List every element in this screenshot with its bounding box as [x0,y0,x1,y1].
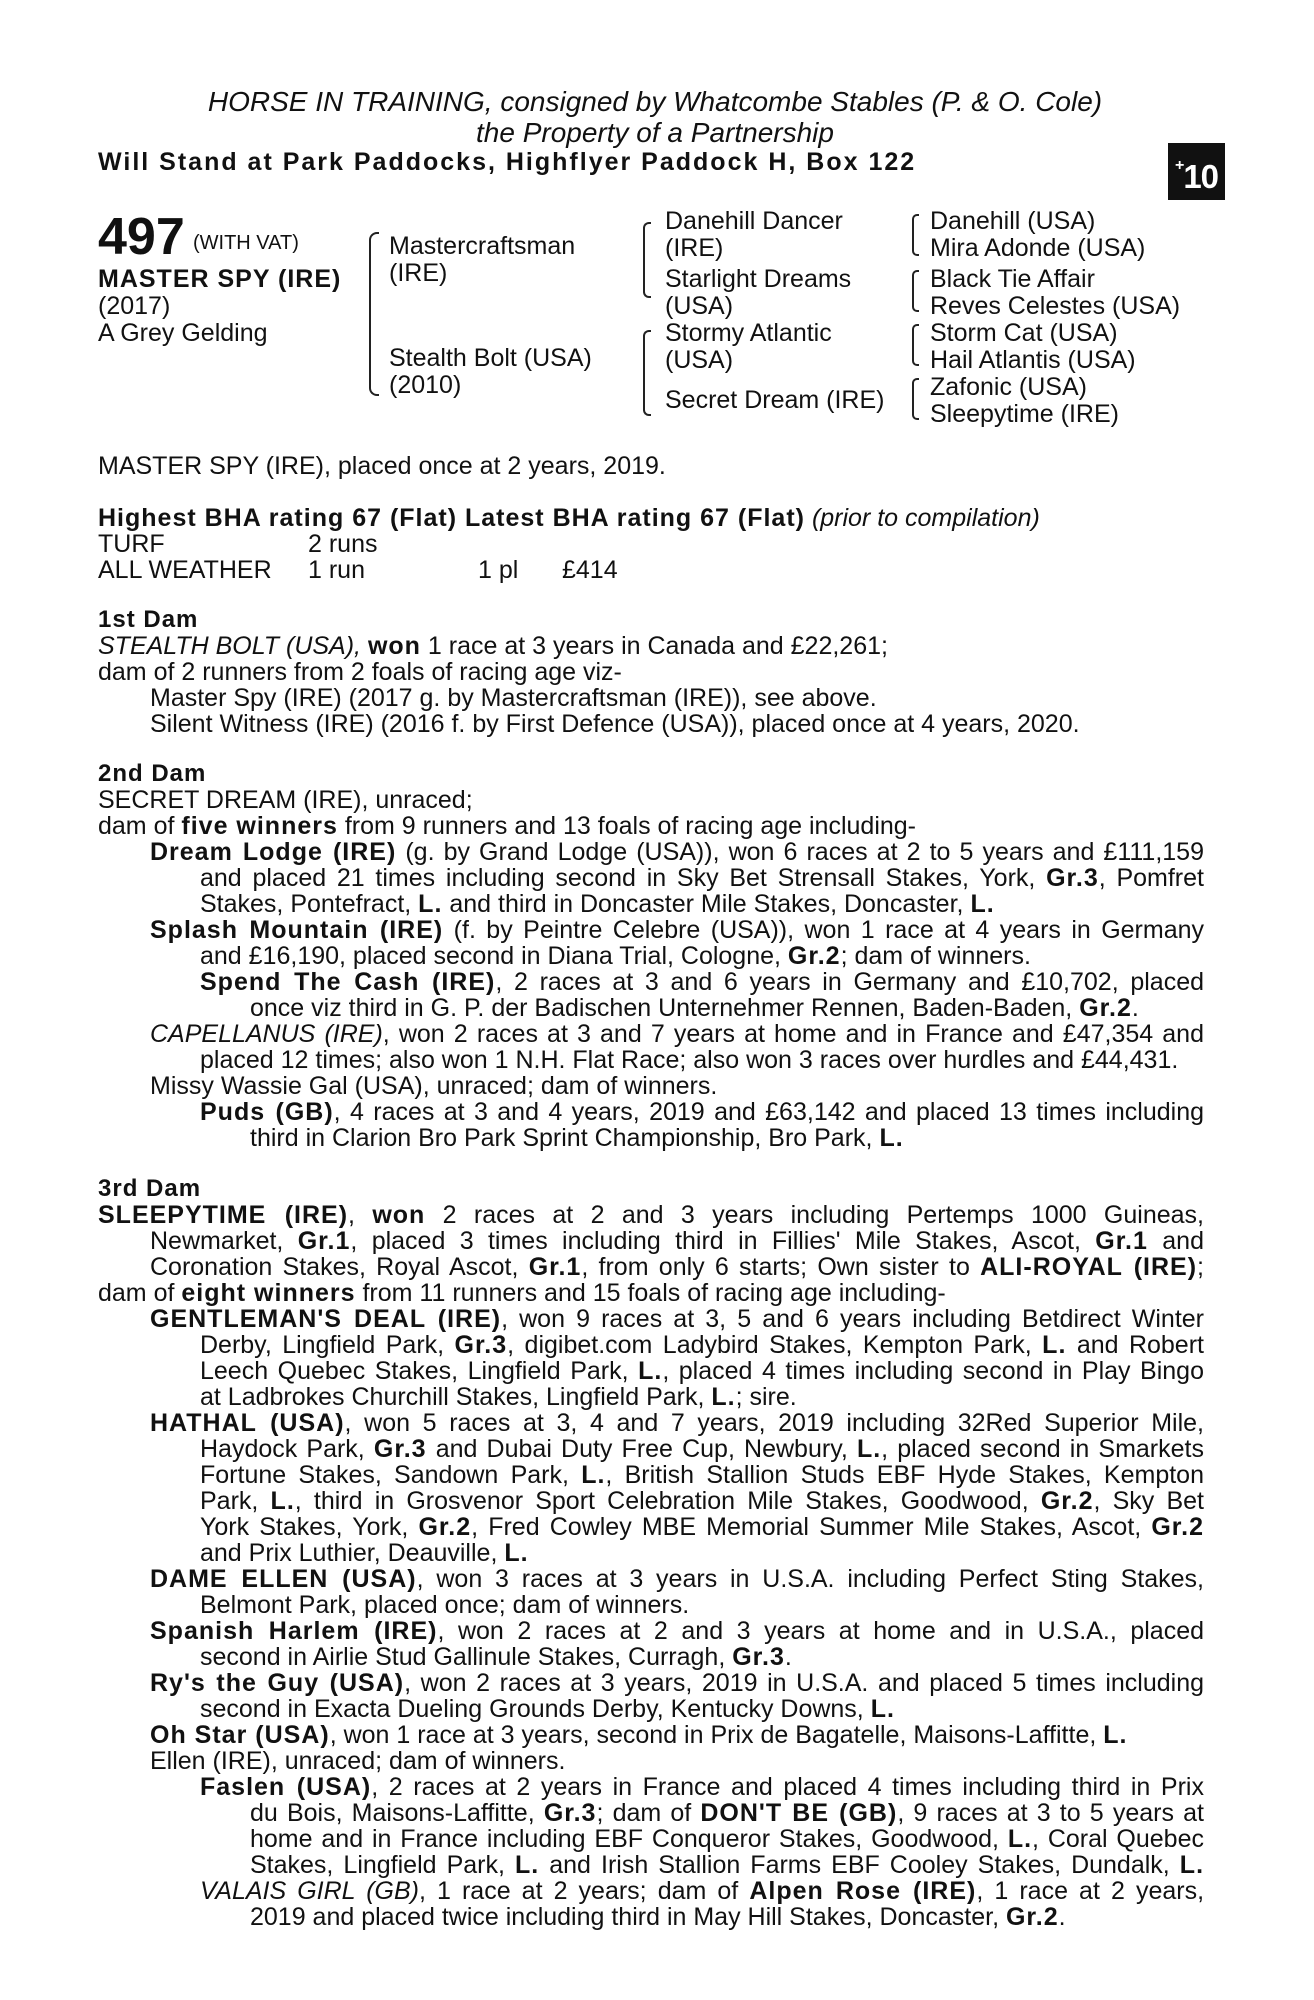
valais-girl-text-1a: , 1 race at 2 years; dam of [418,1877,739,1905]
grandparent-1: Danehill (USA) [930,207,1096,235]
aw-placed: 1 pl [478,556,519,584]
spend-the-cash-grade: Gr.2 [1079,994,1132,1022]
aw-label: ALL WEATHER [98,556,272,584]
puds-name: Puds (GB) [200,1098,334,1126]
gentlemans-deal-line-1 [150,1306,1204,1332]
faslen-listed-2: L. [514,1851,540,1879]
puds-text-1: , 4 races at 3 and 4 years, 2019 and £63,142 and placed 13 times including [333,1098,1204,1126]
splash-mountain-line-1 [150,917,1204,943]
dame-ellen-name: DAME ELLEN (USA) [150,1565,417,1593]
faslen-text-4a: Stakes, Lingfield Park, [250,1851,505,1879]
spend-the-cash-line-2 [250,995,1139,1021]
first-dam-line-4: Silent Witness (IRE) (2016 f. by First Defence (USA)), placed once at 4 years, 2020. [150,710,1080,738]
spanish-harlem-name: Spanish Harlem (IRE) [150,1617,438,1645]
turf-label: TURF [98,530,165,558]
sire-sire-country: (IRE) [665,234,724,262]
aw-prize: £414 [562,556,618,584]
gentlemans-deal-text-2a: Derby, Lingfield Park, [200,1331,445,1359]
capellanus-line-1 [150,1021,1204,1047]
capellanus-name: CAPELLANUS (IRE) [150,1020,383,1048]
spend-the-cash-line-1 [200,969,1204,995]
first-dam-heading: 1st Dam [98,606,199,633]
first-dam-won: won [367,632,421,660]
dream-lodge-text-2a: and placed 21 times including second in Sky Bet Strensall Stakes, York, [200,864,1036,892]
oh-star-text-1: , won 1 race at 3 years, second in Prix de Bagatelle, Maisons-Laffitte, [329,1721,1097,1749]
dream-lodge-text-2c: , Pomfret [1098,864,1204,892]
spanish-harlem-text-1: , won 2 races at 2 and 3 years at home and in U.S.A., placed [437,1617,1204,1645]
stand-location: Will Stand at Park Paddocks, Highflyer Paddock H, Box 122 [98,148,917,176]
valais-girl-line-1 [200,1878,1204,1904]
faslen-listed-1: L. [1007,1825,1033,1853]
hathal-text-2c: and Dubai Duty Free Cup, Newbury, [435,1435,848,1463]
hathal-text-1: , won 5 races at 3, 4 and 7 years, 2019 including 32Red Superior Mile, [344,1409,1204,1437]
splash-mountain-grade: Gr.2 [787,942,841,970]
dam-dam-name: Secret Dream (IRE) [665,386,885,414]
rys-the-guy-line-1 [150,1670,1204,1696]
gentlemans-deal-text-2e: and Robert [1076,1331,1204,1359]
faslen-line-1 [200,1774,1204,1800]
faslen-text-1: , 2 races at 2 years in France and placed 4 times including third in Prix [371,1773,1204,1801]
dam-sire-country: (USA) [665,346,734,374]
gentlemans-deal-listed-2: L. [638,1357,663,1385]
dream-lodge-name: Dream Lodge (IRE) [150,838,397,866]
rys-the-guy-text-1: , won 2 races at 3 years, 2019 in U.S.A. and placed 5 times including [404,1669,1204,1697]
pedigree-brace-g2 [912,270,919,312]
valais-girl-produce: Alpen Rose (IRE) [749,1877,977,1905]
dam-sire-name: Stormy Atlantic [665,319,832,347]
lot-number: 497 [98,208,185,266]
badge-plus: + [1174,157,1184,174]
first-dam-line-2: dam of 2 runners from 2 foals of racing age viz- [98,658,622,686]
splash-mountain-name: Splash Mountain (IRE) [150,916,444,944]
bha-ratings [98,505,1040,531]
lot-badge [1168,143,1225,200]
faslen-listed-3: L. [1179,1851,1205,1879]
hathal-line-6 [200,1540,529,1566]
hathal-listed-4: L. [504,1539,529,1567]
first-dam-line-1 [98,633,888,659]
puds-line-1 [200,1099,1204,1125]
sleepytime-text-1: 2 races at 2 and 3 years including Pertemps 1000 Guineas, [442,1201,1204,1229]
pedigree-brace-g4 [912,378,919,420]
gentlemans-deal-text-1: , won 9 races at 3, 5 and 6 years including Betdirect Winter [501,1305,1204,1333]
faslen-text-2c: ; dam of [596,1799,692,1827]
hathal-line-4 [200,1488,1204,1514]
hathal-name: HATHAL (USA) [150,1409,345,1437]
hathal-grade-2: Gr.2 [1040,1487,1094,1515]
hathal-text-5a: York Stakes, York, [200,1513,409,1541]
pedigree-brace-g1 [912,214,919,256]
first-dam-record: 1 race at 3 years in Canada and £22,261; [427,632,888,660]
grandparent-8: Sleepytime (IRE) [930,400,1119,428]
dream-lodge-line-1 [150,839,1204,865]
spanish-harlem-grade: Gr.3 [732,1643,785,1671]
dame-ellen-text-1: , won 3 races at 3 years in U.S.A. including Perfect Sting Stakes, [416,1565,1204,1593]
gentlemans-deal-name: GENTLEMAN'S DEAL (IRE) [150,1305,502,1333]
rys-the-guy-line-2 [200,1696,895,1722]
sleepytime-winners: eight winners [181,1279,356,1307]
faslen-name: Faslen (USA) [200,1773,372,1801]
spanish-harlem-line-1 [150,1618,1204,1644]
hathal-line-3 [200,1462,1204,1488]
faslen-line-3 [250,1826,1204,1852]
dream-lodge-line-3 [200,891,995,917]
sire-dam-country: (USA) [665,292,734,320]
dam-year: (2010) [389,371,462,399]
valais-girl-line-2 [250,1904,1066,1930]
splash-mountain-text-1: (f. by Peintre Celebre (USA)), won 1 race at 4 years in Germany [453,916,1205,944]
gentlemans-deal-text-4a: at Ladbrokes Churchill Stakes, Lingfield Park, [200,1383,705,1411]
faslen-produce: DON'T BE (GB) [700,1799,898,1827]
sleepytime-text-2a: Newmarket, [150,1227,284,1255]
oh-star-line [150,1722,1127,1748]
valais-girl-text-2a: 2019 and placed twice including third in May Hill Stakes, Doncaster, [250,1903,1000,1931]
hathal-text-3a: Fortune Stakes, Sandown Park, [200,1461,569,1489]
splash-mountain-text-2c: ; dam of winners. [840,942,1031,970]
grandparent-6: Hail Atlantis (USA) [930,346,1136,374]
sleepytime-grade-1: Gr.1 [297,1227,351,1255]
faslen-text-2a: du Bois, Maisons-Laffitte, [250,1799,535,1827]
hathal-listed-3: L. [270,1487,295,1515]
splash-mountain-line-2 [200,943,1031,969]
hathal-text-2a: Haydock Park, [200,1435,365,1463]
horse-description: A Grey Gelding [98,319,268,347]
faslen-grade: Gr.3 [543,1799,597,1827]
puds-listed: L. [879,1124,904,1152]
ellen-line: Ellen (IRE), unraced; dam of winners. [150,1747,566,1775]
hathal-grade-3: Gr.2 [418,1513,472,1541]
gentlemans-deal-line-2 [200,1332,1204,1358]
race-summary: MASTER SPY (IRE), placed once at 2 years, 2019. [98,452,666,480]
capellanus-line-2: placed 12 times; also won 1 N.H. Flat Race; also won 3 races over hurdles and £44,431. [200,1046,1179,1074]
third-dam-heading: 3rd Dam [98,1175,202,1202]
sleepytime-damof: dam of [98,1279,175,1307]
puds-text-2a: third in Clarion Bro Park Sprint Championship, Bro Park, [250,1124,873,1152]
grandparent-4: Reves Celestes (USA) [930,292,1181,320]
sleepytime-line-2 [150,1228,1204,1254]
second-dam-line-2 [98,813,916,839]
hathal-line-1 [150,1410,1204,1436]
sleepytime-text-3c: , from only 6 starts; Own sister to [581,1253,970,1281]
hathal-text-5c: , Fred Cowley MBE Memorial Summer Mile Stakes, Ascot, [471,1513,1142,1541]
turf-runs: 2 runs [308,530,378,558]
rys-the-guy-name: Ry's the Guy (USA) [150,1669,405,1697]
sleepytime-grade-3: Gr.1 [528,1253,582,1281]
gentlemans-deal-listed-1: L. [1042,1331,1067,1359]
gentlemans-deal-text-3a: Leech Quebec Stakes, Lingfield Park, [200,1357,629,1385]
hathal-listed-1: L. [856,1435,882,1463]
faslen-line-4 [250,1852,1204,1878]
first-dam-line-3: Master Spy (IRE) (2017 g. by Mastercraftsman (IRE)), see above. [150,684,877,712]
dream-lodge-text-3a: Stakes, Pontefract, [200,890,412,918]
faslen-text-3c: , Coral Quebec [1032,1825,1204,1853]
hathal-text-2e: , placed second in Smarkets [881,1435,1204,1463]
missy-wassie-line: Missy Wassie Gal (USA), unraced; dam of winners. [150,1072,718,1100]
grandparent-7: Zafonic (USA) [930,373,1087,401]
faslen-text-3a: home and in France including EBF Conqueror Stakes, Goodwood, [250,1825,999,1853]
spanish-harlem-text-2a: second in Airlie Stud Gallinule Stakes, Curragh, [200,1643,726,1671]
faslen-line-2 [250,1800,1204,1826]
dream-lodge-listed-1: L. [418,890,443,918]
sleepytime-line-3 [150,1254,1204,1280]
dream-lodge-text-1: (g. by Grand Lodge (USA)), won 6 races at 2 to 5 years and £111,159 [405,838,1204,866]
sleepytime-text-2c: , placed 3 times including third in Fillies' Mile Stakes, Ascot, [350,1227,1081,1255]
bha-ratings-bold: Highest BHA rating 67 (Flat) Latest BHA rating 67 (Flat) [98,504,805,532]
gentlemans-deal-listed-3: L. [711,1383,736,1411]
second-dam-heading: 2nd Dam [98,760,207,787]
badge-number: 10 [1183,158,1219,195]
second-dam-winners: five winners [181,812,338,840]
spend-the-cash-text-2c: . [1131,994,1139,1022]
dream-lodge-listed-2: L. [970,890,995,918]
rys-the-guy-text-2a: second in Exacta Dueling Grounds Derby, Kentucky Downs, [200,1695,864,1723]
grandparent-3: Black Tie Affair [930,265,1095,293]
hathal-text-3c: , British Stallion Studs EBF Hyde Stakes, Kempton [605,1461,1204,1489]
gentlemans-deal-line-3 [200,1358,1204,1384]
first-dam-name: STEALTH BOLT (USA), [98,632,362,660]
pedigree-brace-sire [643,222,651,298]
consignor-line: HORSE IN TRAINING, consigned by Whatcombe Stables (P. & O. Cole) [207,86,1103,117]
valais-girl-text-1c: , 1 race at 2 years, [976,1877,1205,1905]
aw-runs: 1 run [308,556,365,584]
grandparent-2: Mira Adonde (USA) [930,234,1146,262]
hathal-line-2 [200,1436,1204,1462]
sleepytime-won: won [372,1201,426,1229]
gentlemans-deal-text-3c: , placed 4 times including second in Play Bingo [662,1357,1204,1385]
foaling-year: (2017) [98,292,171,320]
dame-ellen-line-2: Belmont Park, placed once; dam of winners. [200,1591,690,1619]
pedigree-brace-main [369,232,379,396]
second-dam-foals: from 9 runners and 13 foals of racing age including- [344,812,917,840]
gentlemans-deal-line-4 [200,1384,797,1410]
sleepytime-text-3e: ; [1197,1253,1204,1281]
valais-girl-name: VALAIS GIRL (GB) [200,1877,419,1905]
hathal-listed-2: L. [581,1461,606,1489]
gentlemans-deal-grade: Gr.3 [454,1331,508,1359]
oh-star-listed: L. [1103,1721,1128,1749]
sire-dam-name: Starlight Dreams [665,265,852,293]
spend-the-cash-text-1: , 2 races at 3 and 6 years in Germany and £10,702, placed [495,968,1205,996]
faslen-text-4c: and Irish Stallion Farms EBF Cooley Stakes, Dundalk, [549,1851,1170,1879]
hathal-line-5 [200,1514,1204,1540]
spend-the-cash-name: Spend The Cash (IRE) [200,968,496,996]
hathal-text-4a: Park, [200,1487,259,1515]
sleepytime-line-4 [98,1280,946,1306]
dream-lodge-grade: Gr.3 [1046,864,1099,892]
spend-the-cash-text-2a: once viz third in G. P. der Badischen Unternehmer Rennen, Baden-Baden, [250,994,1073,1022]
bha-ratings-note: (prior to compilation) [811,504,1040,532]
spanish-harlem-text-2c: . [784,1643,792,1671]
grandparent-5: Storm Cat (USA) [930,319,1118,347]
sire-country: (IRE) [389,259,448,287]
dream-lodge-text-3c: and third in Doncaster Mile Stakes, Doncaster, [449,890,964,918]
hathal-text-4e: , Sky Bet [1093,1487,1204,1515]
sleepytime-grade-2: Gr.1 [1095,1227,1148,1255]
sire-name: Mastercraftsman [389,232,576,260]
sleepytime-foals: from 11 runners and 15 foals of racing age including- [362,1279,946,1307]
capellanus-text-1: , won 2 races at 3 and 7 years at home and in France and £47,354 and [382,1020,1204,1048]
hathal-text-6a: and Prix Luthier, Deauville, [200,1539,498,1567]
vat-note: (WITH VAT) [193,232,299,254]
splash-mountain-text-2a: and £16,190, placed second in Diana Trial, Cologne, [200,942,781,970]
sleepytime-name: SLEEPYTIME (IRE) [98,1201,349,1229]
hathal-grade-4: Gr.2 [1151,1513,1205,1541]
valais-girl-text-2c: . [1058,1903,1066,1931]
dream-lodge-line-2 [200,865,1204,891]
dam-name: Stealth Bolt (USA) [389,344,592,372]
faslen-text-2e: , 9 races at 3 to 5 years at [897,1799,1204,1827]
sleepytime-text-2e: and [1162,1227,1204,1255]
puds-line-2 [250,1125,904,1151]
ownership-line: the Property of a Partnership [476,117,834,148]
spanish-harlem-line-2 [200,1644,792,1670]
hathal-grade-1: Gr.3 [373,1435,427,1463]
hathal-text-4c: , third in Grosvenor Sport Celebration Mile Stakes, Goodwood, [294,1487,1029,1515]
sleepytime-sibling: ALI-ROYAL (IRE) [980,1253,1198,1281]
dame-ellen-line-1 [150,1566,1204,1592]
horse-name: MASTER SPY (IRE) [98,265,342,293]
rys-the-guy-listed: L. [870,1695,895,1723]
gentlemans-deal-text-2c: , digibet.com Ladybird Stakes, Kempton Park, [507,1331,1032,1359]
pedigree-brace-dam [643,330,651,416]
sleepytime-text-3a: Coronation Stakes, Royal Ascot, [150,1253,519,1281]
oh-star-name: Oh Star (USA) [150,1721,330,1749]
gentlemans-deal-text-4c: ; sire. [735,1383,797,1411]
pedigree-brace-g3 [912,324,919,366]
sire-sire-name: Danehill Dancer [665,207,843,235]
valais-girl-grade: Gr.2 [1005,1903,1059,1931]
second-dam-line-1: SECRET DREAM (IRE), unraced; [98,786,473,814]
second-dam-damof: dam of [98,812,175,840]
sleepytime-line-1: SLEEPYTIME (IRE), won 2 races at 2 and 3 years including Pertemps 1000 Guineas, [98,1201,1204,1229]
